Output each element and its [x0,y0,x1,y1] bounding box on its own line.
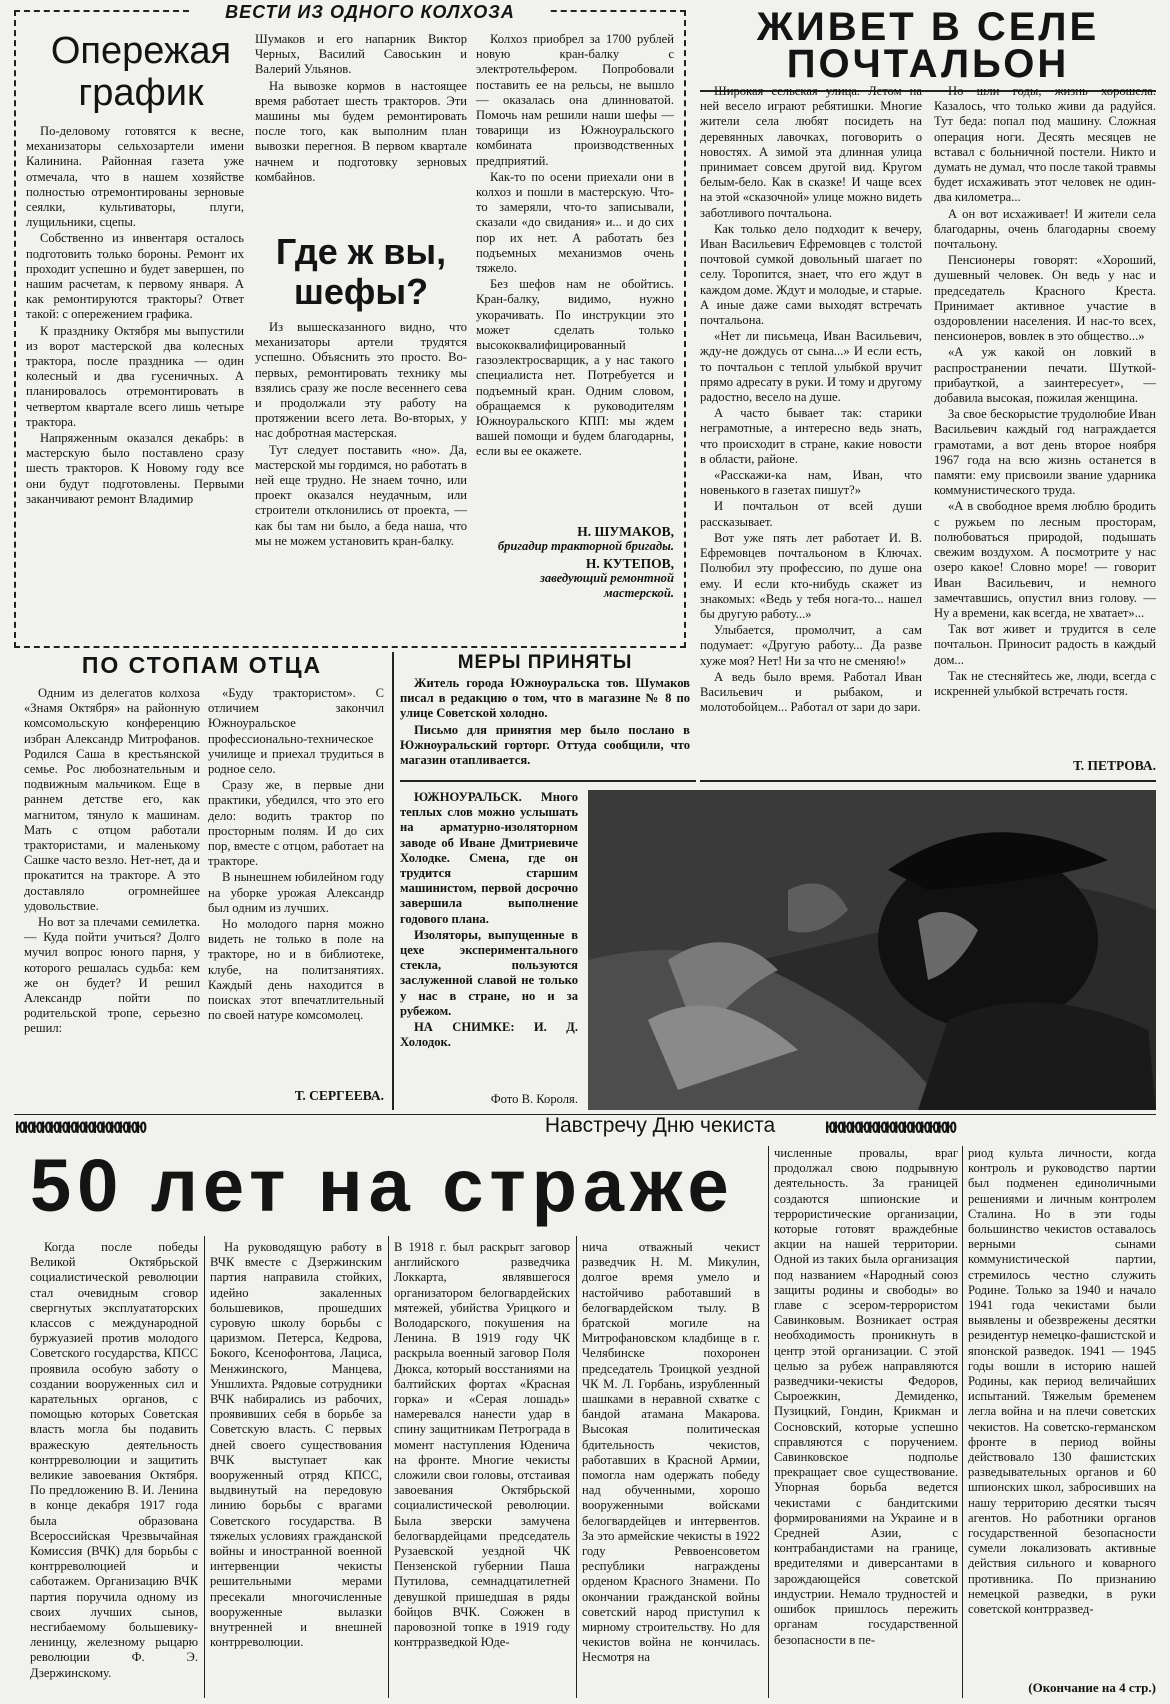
postman-col2 [934,84,1156,756]
kolkhoz-signatures [476,524,674,601]
postman-col2-p6: Так вот живет и трудится в селе почтальон. Приносит радость в каждый дом... [934,622,1156,667]
cheka-rubric: Навстречу Дню чекиста [544,1114,776,1137]
kolkhoz-col1-p3: Напряженным оказался декабрь: в мастерскую было поставлено сразу шесть тракторов. К Новому году все они будут подготовлены. Первыми заканчивают ремонт Владимир [26,431,244,506]
kolkhoz-col2a-p0: Шумаков и его напарник Виктор Черных, Василий Савоськин и Валерий Ульянов. [255,32,467,77]
postman-col1-p1: Как только дело подходит к вечеру, Иван Васильевич Ефремовцев с толстой почтовой сумкой довольный шагает по селу. Торопится, знает, что его ждут в каждом доме. Ждут и молодые, и старые. А иные даже сами выходят встречать почтальона. [700,221,922,328]
cheka-col1 [30,1240,198,1696]
kolkhoz-col1 [26,124,244,636]
father-col1-p1: Но вот за плечами семилетка. — Куда пойти учиться? Долго мучил вопрос юного парня, у которого решалась судьба: кем же он будет? И решил Александр пойти по родительской тропе, серьезно решил: [24,915,200,1036]
kolkhoz-col3 [476,32,674,512]
measures-bottom-rule [400,780,696,782]
photo-caption-1: ЮЖНОУРАЛЬСК. Много теплых слов можно услышать на арматурно-изоляторном заводе об Иване Дмитриевиче Холодке. Смена, где он трудится старшим машинистом, первой досрочно завершила выполнение годового плана. [400,790,578,926]
postman-col1-p7: Улыбается, промолчит, а сам подумает: «Другую работу... Да разве хуже моя? Нет! Ни за что не сменяю!» [700,623,922,668]
cheka-title: 50 лет на страже [30,1144,735,1227]
cheka-rule-2 [388,1236,389,1698]
father-right-rule [392,652,394,1110]
postman-col2-p1: А он вот исхаживает! И жители села благодарны, очень благодарны своему почтальону. [934,206,1156,252]
cheka-rule-1 [204,1236,205,1698]
worker-photo [588,790,1156,1110]
cheka-rings-left: ЮЮЮЮЮЮЮЮЮЮЮЮЮЮЮ [16,1118,146,1137]
photo-caption [400,790,578,1090]
cheka-col5-text: численные провалы, враг продолжал свою подрывную деятельность. За границей создаются шпионские и террористические организации, которые готовят враждебные акции на нашей территории. Одной из таких была организация под названием «Народный союз защиты родины и свободы» во главе с эсером-террористом Савинковым. Возникает острая необходимость проникнуть в центр этой организации. С этой целью за рубеж направляются разведчики-чекисты Федоров, Сыроежкин, Демиденко, Пузицкий, Гондин, Крикман и Сосновский, которые успешно справляются с поручением. Савинковское подполье прекращает свое существование. Упорная борьба ведется чекистами с бандитскими формированиями на Украине и в Средней Азии, с контрабандистами на границе, вредителями и диверсантами в зарождающейся советской индустрии. Немало трудностей и ошибок пришлось пережить органам государственной безопасности в пе- [774,1146,958,1647]
sign1-name: Н. ШУМАКОВ, [577,524,674,539]
father-col2 [208,686,384,1086]
postman-col1-p8: А ведь было время. Работал Иван Васильевич и рыбаком, и молотобойцем... Работал от зари до зари. [700,669,922,715]
postman-col2-p3: «А уж какой он ловкий в распространении печати. Шуткой-прибауткой, а заинтересует», — добавила высокая, пожилая женщина. [934,345,1156,406]
cheka-col6 [968,1146,1156,1676]
kolkhoz-col3-p0: Колхоз приобрел за 1700 рублей новую кран-балку с электротельфером. Попробовали поставить ее на рельсы, не вышло — оказалась она длинноватой. Помочь нам решили наши шефы — товарищи из Южноуральского комбината производственных предприятий. [476,32,674,168]
cheka-col3 [394,1240,570,1696]
measures-text1: Житель города Южноуральска тов. Шумаков писал в редакцию о том, что в магазине № 8 по улице Советской холодно. [400,676,690,721]
kolkhoz-col1-p0: По-деловому готовятся к весне, механизаторы сельхозартели имени Калинина. Районная газета уже отмечала, что в нашем хозяйстве полностью отремонтированы зерновые сеялки, культиваторы, плуги, лущильники, сцепы. [26,124,244,230]
postman-col2-p0: Но шли годы, жизнь хорошела. Казалось, что только живи да радуйся. Тут беда: попал под машину. Сложная операция ноги. Десять месяцев не вставал с больничной постели. Никто и думать не думал, что после такой травмы будет исхаживать этот человек не один-два километра... [934,84,1156,205]
kolkhoz-col2b-p1: Тут следует поставить «но». Да, мастерской мы гордимся, но работать в ней еще трудно. Не знаем точно, или проект оказался неудачным, или строители отклонились от проекта, — как бы там ни было, а беда наша, что мы не можем установить кран-балку. [255,442,467,548]
kolkhoz-col2a-p1: На вывозке кормов в настоящее время работает шесть тракторов. Эти машины мы будем ремонтировать после того, как выполним план вывозки перегноя. В первом квартале начнем и подготовку зерновых комбайнов. [255,78,467,184]
father-col1 [24,686,200,1106]
cheka-col4-text: нича отважный чекист разведчик Н. М. Микулин, долгое время умело и настойчиво работавший в белогвардейском тылу. В братской могиле на Митрофановском кладбище в г. Челябинске похоронен председатель Троицкой уездной ЧК М. Л. Горбань, изрубленный шашками в неравной схватке с бандой атамана Макарова. Высокая политическая бдительность чекистов, работавших в Красной Армии, помогла нам одержать победу над обученными, хорошо вооруженными войсками белогвардейцев и интервентов. За это армейские чекисты в 1922 году Реввоенсоветом республики награждены орденом Красного Знамени. По окончании гражданской войны советский народ приступил к мирному строительству. Но для чекистов война не кончилась. Несмотря на [582,1240,760,1665]
postman-sign: Т. ПЕТРОВА. [1073,758,1156,773]
photo-credit: Фото В. Короля. [490,1092,578,1106]
father-col2-p2: В нынешнем юбилейном году на уборке урожая Александр был одним из лучших. [208,870,384,915]
kolkhoz-col2b [255,320,467,636]
kolkhoz-title-sub: Где ж вы, шефы? [275,231,447,312]
father-col2-p1: Сразу же, в первые дни практики, убедился, что это его дело: водить трактор по просторным полям. И до сих пор, вместе с отцом, работает на тракторе. [208,778,384,869]
kolkhoz-rubric: ВЕСТИ ИЗ ОДНОГО КОЛХОЗА [190,2,550,23]
postman-col2-p2: Пенсионеры говорят: «Хороший, душевный человек. Он ведь у нас и председатель Красного Креста. Принимает активное участие в оздоровлении населения. И нас-то всех, пенсионеров, вовлек в это общество...» [934,253,1156,344]
photo-caption-2: Изоляторы, выпущенные в цехе экспериментального стекла, пользуются заслуженной славой не только у нас в стране, но и за рубежом. [400,927,578,1018]
postman-col1-p4: «Расскажи-ка нам, Иван, что новенького в газетах пишут?» [700,468,922,498]
kolkhoz-col3-p1: Как-то по осени приехали они в колхоз и пошли в мастерскую. Что-то замеряли, что-то записывали, сказали «до свидания» и... и до сих пор их нет. А работать без подъемных механизмов очень тяжело. [476,169,674,276]
measures-title: МЕРЫ ПРИНЯТЫ [457,652,633,673]
father-col2-p3: Но молодого парня можно видеть не только в поле на тракторе, но и в библиотеке, клубе, на политзанятиях. Каждый день находится в поисках этот впечатлительный по своей натуре комсомолец. [208,917,384,1023]
postman-col1-p2: «Нет ли письмеца, Иван Васильевич, жду-не дождусь от сына...» И если есть, то почтальон с теплой улыбкой вручит прямо адресату в руки. И тому и другому радостно, весело на душе. [700,329,922,405]
sign2-name: Н. КУТЕПОВ, [585,556,674,571]
father-title: ПО СТОПАМ ОТЦА [81,652,323,678]
kolkhoz-col3-p2: Без шефов нам не обойтись. Кран-балку, видимо, нужно укорачивать. По инструкции это может сделать только высококвалифицированный газоэлектросварщик, а у нас такого специалиста нет. Потребуется и подъемный кран. Одним словом, обращаемся к руководителям Южноуральского КПП: мы ждем вашей помощи и будем благодарны, если вы ее окажете. [476,277,674,459]
kolkhoz-title-main: Опережая график [50,30,232,114]
kolkhoz-col1-p1: Собственно из инвентаря осталось подготовить только бороны. Ремонт их проходит успешно и будет завершен, по нашим расчетам, к первому января. А как ремонтируются тракторы? Ответ такой: с опережением графика. [26,231,244,322]
father-sign: Т. СЕРГЕЕВА. [294,1088,384,1103]
cheka-col3-text: В 1918 г. был раскрыт заговор английского разведчика Локкарта, являвшегося организатором белогвардейских мятежей, убийства Урицкого и Володарского, покушения на Ленина. В 1919 году ЧК раскрыла военный заговор Поля Дюкса, который восстаниями на балтийских фортах «Красная горка» и «Серая лошадь» намеревался нанести удар в спину защитникам Петрограда в момент наступления Юденича на фронте. Многие чекисты сложили свои головы, отстаивая завоевания Октябрьской социалистической революции. Была зверски замучена белогвардейцами председатель Рузаевской уездной ЧК Пензенской губернии Паша Путилова, семнадцатилетней девушкой пришедшая в ряды бойцов ВЧК. Сожжен в паровозной топке в 1919 году контрразведкой Юде- [394,1240,570,1650]
kolkhoz-col2b-p0: Из вышесказанного видно, что механизаторы артели трудятся успешно. Объяснить это просто. Во-первых, ремонтировать технику мы взялись сразу же после весеннего сева и продолжали эту работу на протяжении всего лета. Во-вторых, у нас добротная мастерская. [255,320,467,441]
cheka-rule-3 [576,1236,577,1698]
postman-col2-p7: Так не стесняйтесь же, люди, всегда с искренней улыбкой встречать гостя. [934,668,1156,698]
postman-title-1: ЖИВЕТ В СЕЛЕ [756,5,1100,49]
cheka-rule-5 [962,1146,963,1698]
kolkhoz-col1-p2: К празднику Октября мы выпустили из ворот мастерской два колесных трактора, после праздника — один колесный и два гусеничных. А планировалось отремонтировать в четвертом квартале всего лишь четыре трактора. [26,323,244,429]
postman-col1-p3: А часто бывает так: старики неграмотные, а интересно ведь знать, что происходит в стране, какие новости в области, районе. [700,406,922,466]
postman-bottom-rule [700,780,1156,782]
cheka-col6-text: риод культа личности, когда контроль и руководство партии был подменен единоличными решениями и личным контролем Сталина. Но в эти годы большинство чекистов оставалось верными сынами коммунистической партии, стремилось честно служить Родине. Только за 1940 и начало 1941 года чекистами были выявлены и обезврежены десятки резидентур немецко-фашистской и японской разведок. 1941 — 1945 годы вошли в историю нашей Родины, как период величайших испытаний. Тяжелым бременем легла война и на плечи советских чекистов. На советско-германском фронте в период войны действовало 130 фашистских разведывательных органов и 60 шпионских школ, забросивших на нашу территорию десятки тысяч агентов. Но работники органов государственной безопасности сумели локализовать активные действия сильного и коварного противника. По признанию немецкой разведки, в руки советской контрразвед- [968,1146,1156,1617]
postman-col1-p6: Вот уже пять лет работает И. В. Ефремовцев почтальоном в Ключах. Полюбил эту профессию, по душе она ему. И если кто-нибудь скажет из знакомых: «Ведь у тебя нога-то... нашел бы другую работу...» [700,530,922,621]
postman-col1 [700,84,922,774]
postman-col2-p4: За свое бескорыстие трудолюбие Иван Васильевич каждый год награждается грамотами, а вот день второе ноября 1967 года на всю жизнь останется в памяти: ему присвоили звание ударника коммунистического труда. [934,407,1156,498]
postman-col1-p5: И почтальон от всей души рассказывает. [700,499,922,529]
cheka-rings-right: ЮЮЮЮЮЮЮЮЮЮЮЮЮЮЮ [826,1118,956,1137]
kolkhoz-col2a [255,32,467,228]
cheka-col5 [774,1146,958,1698]
measures-body [400,676,690,776]
postman-col2-p5: «А в свободное время люблю бродить с ружьем по лесным просторам, полюбоваться природой, подышать свежим воздухом. А посмотрите у нас озеро какое! Словно море! — говорит Иван Васильевич, и немного замечтавшись, опустил вниз голову. — Ну а времени, как всегда, не хватает»... [934,499,1156,620]
father-col1-p0: Одним из делегатов колхоза «Знамя Октября» на районную комсомольскую конференцию избран Александр Митрофанов. Родился Саша в крестьянской семье. Рос любознательным и подвижным мальчиком. Еще в раннем детстве его, как магнитом, тянуло к машинам. Мать с отцом работали трактористами, и маленькому Сашке часто везло. Нет-нет, да и прокатится на тракторе. А это доставляло огромнейшее удовольствие. [24,686,200,913]
cheka-col2-text: На руководящую работу в ВЧК вместе с Дзержинским партия направила стойких, идейно закаленных большевиков, прошедших суровую школу борьбы с царизмом. Петерса, Кедрова, Бокого, Ксенофонтова, Лациса, Менжинского, Манцева, Уншлихта. Рядовые сотрудники ВЧК набирались из рабочих, проявивших себя в борьбе за Советскую власть. С первых дней своего существования ВЧК выступает как вооруженный отряд КПСС, выдвинутый на передовую линию борьбы с врагами Советского государства. В тяжелых условиях гражданской войны и иностранной военной интервенции чекисты решительными мерами пресекали многочисленные вооруженные вылазки внутренней и внешней контрреволюции. [210,1240,382,1650]
measures-text2: Письмо для принятия мер было послано в Южноуральский горторг. Оттуда сообщили, что магазин отапливается. [400,722,690,768]
cheka-col4 [582,1240,760,1696]
postman-col1-p0: Широкая сельская улица. Летом на ней весело играют ребятишки. Многие жители села любят посидеть на деревянных лавочках, поговорить о новостях. А зимой эта длинная улица принимает совсем другой вид. Кругом белым-бело. Как в сказке! И чаще всех на этой «сказочной» улице можно видеть заботливого почтальона. [700,84,922,220]
photo-caption-3: НА СНИМКЕ: И. Д. Холодок. [400,1020,578,1050]
cheka-col1-text: Когда после победы Великой Октябрьской социалистической революции стал очевидным сговор свергнутых эксплуататорских классов с международной буржуазией против молодого Советского государства, КПСС проявила особую заботу о создании вооруженных сил и карательных органов, с помощью которых Советская власть могла бы подавить вражескую деятельность контрреволюции и защитить великие завоевания Октября. По предложению В. И. Ленина в конце декабря 1917 года была образована Всероссийская Чрезвычайная Комиссия (ВЧК) для борьбы с контрреволюцией и саботажем. Организацию ВЧК партия поручила одному из своих лучших сынов, несгибаемому большевику-ленинцу, железному рыцарю революции Ф. Э. Дзержинскому. [30,1240,198,1680]
worker-photo-image [588,790,1156,1110]
cheka-col2 [210,1240,382,1696]
postman-title-2: ПОЧТАЛЬОН [786,42,1070,86]
cheka-ending: (Окончание на 4 стр.) [1028,1680,1156,1695]
father-col2-p0: «Буду трактористом». С отличием закончил Южноуральское профессионально-техническое училище и приехал трудиться в родное село. [208,686,384,777]
cheka-rule-4 [768,1146,769,1698]
sign2-role: заведующий ремонтной мастерской. [539,571,674,600]
sign1-role: бригадир тракторной бригады. [497,539,674,553]
